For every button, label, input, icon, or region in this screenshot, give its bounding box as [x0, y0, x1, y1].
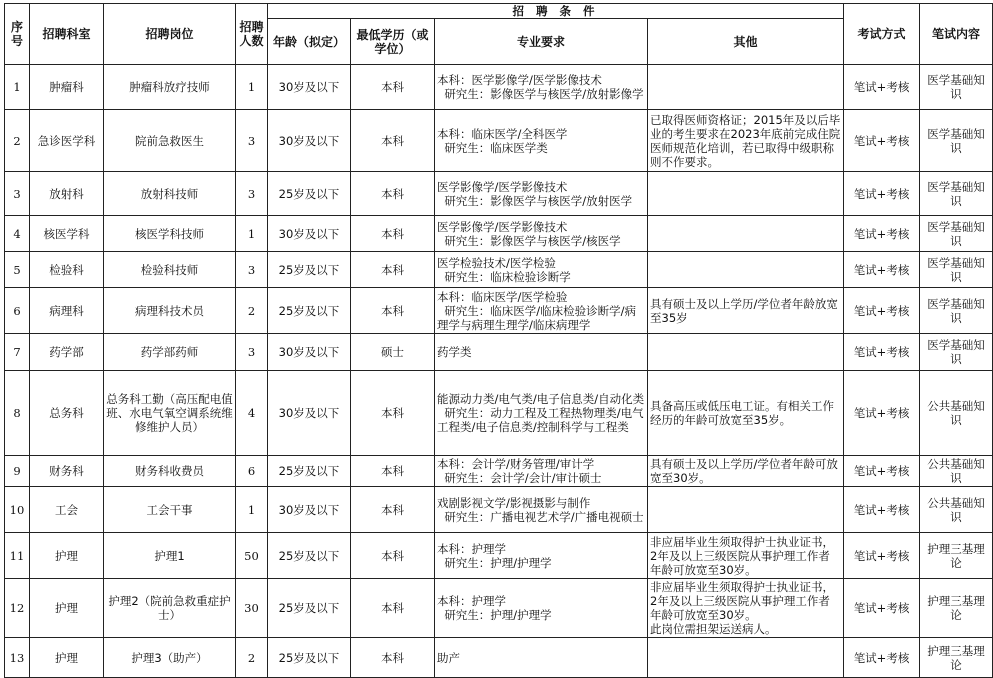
cell-edu: 本科 — [351, 638, 435, 678]
cell-exam: 笔试+考核 — [844, 172, 920, 216]
cell-other — [648, 334, 844, 371]
cell-seq: 1 — [5, 65, 30, 110]
cell-post: 核医学科技师 — [104, 216, 236, 252]
cell-edu: 本科 — [351, 172, 435, 216]
table-row — [5, 487, 993, 533]
header-count: 招聘人数 — [236, 4, 268, 65]
cell-major: 本科：医学影像学/医学影像技术 研究生：影像医学与核医学/放射影像学 — [435, 65, 648, 110]
cell-major: 本科：会计学/财务管理/审计学 研究生：会计学/会计/审计硕士 — [435, 456, 648, 487]
cell-dept: 财务科 — [30, 456, 104, 487]
cell-other: 已取得医师资格证；2015年及以后毕业的考生要求在2023年底前完成住院医师规范化培训，若已取得中级职称则不作要求。 — [648, 110, 844, 172]
table-row — [5, 334, 993, 371]
header-age: 年龄（拟定） — [268, 19, 351, 65]
cell-age: 25岁及以下 — [268, 638, 351, 678]
cell-seq: 8 — [5, 371, 30, 456]
cell-exam: 笔试+考核 — [844, 334, 920, 371]
cell-count: 30 — [236, 579, 268, 638]
cell-post: 肿瘤科放疗技师 — [104, 65, 236, 110]
table-row — [5, 456, 993, 487]
cell-post: 病理科技术员 — [104, 288, 236, 334]
cell-content: 医学基础知识 — [920, 172, 993, 216]
cell-count: 3 — [236, 334, 268, 371]
cell-post: 检验科技师 — [104, 252, 236, 288]
cell-dept: 放射科 — [30, 172, 104, 216]
header-post: 招聘岗位 — [104, 4, 236, 65]
cell-age: 30岁及以下 — [268, 110, 351, 172]
cell-count: 1 — [236, 487, 268, 533]
cell-age: 25岁及以下 — [268, 252, 351, 288]
cell-dept: 核医学科 — [30, 216, 104, 252]
cell-dept: 护理 — [30, 579, 104, 638]
cell-age: 30岁及以下 — [268, 65, 351, 110]
cell-exam: 笔试+考核 — [844, 65, 920, 110]
cell-exam: 笔试+考核 — [844, 371, 920, 456]
header-content: 笔试内容 — [920, 4, 993, 65]
cell-age: 30岁及以下 — [268, 371, 351, 456]
cell-other — [648, 172, 844, 216]
cell-edu: 本科 — [351, 579, 435, 638]
table-row — [5, 579, 993, 638]
cell-edu: 本科 — [351, 456, 435, 487]
cell-exam: 笔试+考核 — [844, 110, 920, 172]
cell-post: 总务科工勤（高压配电值班、水电气氧空调系统维修维护人员） — [104, 371, 236, 456]
cell-dept: 检验科 — [30, 252, 104, 288]
cell-post: 放射科技师 — [104, 172, 236, 216]
cell-edu: 本科 — [351, 65, 435, 110]
cell-content: 护理三基理论 — [920, 579, 993, 638]
cell-edu: 硕士 — [351, 334, 435, 371]
cell-count: 2 — [236, 638, 268, 678]
cell-content: 医学基础知识 — [920, 216, 993, 252]
cell-seq: 9 — [5, 456, 30, 487]
cell-dept: 急诊医学科 — [30, 110, 104, 172]
cell-count: 3 — [236, 110, 268, 172]
cell-age: 25岁及以下 — [268, 456, 351, 487]
cell-dept: 药学部 — [30, 334, 104, 371]
cell-edu: 本科 — [351, 371, 435, 456]
cell-seq: 4 — [5, 216, 30, 252]
table-row — [5, 252, 993, 288]
header-conditions-group: 招 聘 条 件 — [268, 4, 844, 19]
cell-other: 具备高压或低压电工证。有相关工作经历的年龄可放宽至35岁。 — [648, 371, 844, 456]
cell-seq: 5 — [5, 252, 30, 288]
cell-edu: 本科 — [351, 533, 435, 579]
cell-other — [648, 216, 844, 252]
cell-exam: 笔试+考核 — [844, 533, 920, 579]
cell-other: 具有硕士及以上学历/学位者年龄放宽至35岁 — [648, 288, 844, 334]
cell-exam: 笔试+考核 — [844, 579, 920, 638]
cell-seq: 7 — [5, 334, 30, 371]
cell-content: 公共基础知识 — [920, 456, 993, 487]
cell-major: 药学类 — [435, 334, 648, 371]
header-major: 专业要求 — [435, 19, 648, 65]
cell-exam: 笔试+考核 — [844, 456, 920, 487]
table-body — [5, 65, 993, 678]
cell-count: 3 — [236, 252, 268, 288]
cell-post: 工会干事 — [104, 487, 236, 533]
cell-post: 财务科收费员 — [104, 456, 236, 487]
cell-content: 公共基础知识 — [920, 371, 993, 456]
cell-edu: 本科 — [351, 487, 435, 533]
table-row — [5, 65, 993, 110]
recruitment-table — [4, 3, 993, 678]
cell-seq: 13 — [5, 638, 30, 678]
cell-post: 药学部药师 — [104, 334, 236, 371]
cell-content: 医学基础知识 — [920, 110, 993, 172]
table-row — [5, 110, 993, 172]
cell-edu: 本科 — [351, 110, 435, 172]
cell-other — [648, 638, 844, 678]
cell-content: 医学基础知识 — [920, 334, 993, 371]
cell-edu: 本科 — [351, 252, 435, 288]
header-other: 其他 — [648, 19, 844, 65]
cell-dept: 病理科 — [30, 288, 104, 334]
cell-dept: 工会 — [30, 487, 104, 533]
cell-other — [648, 65, 844, 110]
cell-count: 4 — [236, 371, 268, 456]
cell-major: 医学影像学/医学影像技术 研究生：影像医学与核医学/核医学 — [435, 216, 648, 252]
cell-seq: 2 — [5, 110, 30, 172]
table-row — [5, 638, 993, 678]
cell-major: 医学影像学/医学影像技术 研究生：影像医学与核医学/放射医学 — [435, 172, 648, 216]
header-seq: 序号 — [5, 4, 30, 65]
cell-exam: 笔试+考核 — [844, 216, 920, 252]
cell-count: 3 — [236, 172, 268, 216]
header-edu: 最低学历（或学位） — [351, 19, 435, 65]
cell-post: 护理1 — [104, 533, 236, 579]
cell-seq: 10 — [5, 487, 30, 533]
cell-age: 30岁及以下 — [268, 487, 351, 533]
cell-major: 本科：临床医学/医学检验 研究生：临床医学/临床检验诊断学/病理学与病理生理学/临床病理学 — [435, 288, 648, 334]
cell-seq: 11 — [5, 533, 30, 579]
cell-exam: 笔试+考核 — [844, 252, 920, 288]
header-dept: 招聘科室 — [30, 4, 104, 65]
cell-count: 1 — [236, 65, 268, 110]
cell-edu: 本科 — [351, 288, 435, 334]
cell-other — [648, 252, 844, 288]
cell-other: 非应届毕业生须取得护士执业证书，2年及以上三级医院从事护理工作者年龄可放宽至30岁。 此岗位需担架运送病人。 — [648, 579, 844, 638]
cell-age: 25岁及以下 — [268, 579, 351, 638]
cell-age: 25岁及以下 — [268, 533, 351, 579]
table-row — [5, 533, 993, 579]
cell-major: 本科：护理学 研究生：护理/护理学 — [435, 533, 648, 579]
cell-count: 2 — [236, 288, 268, 334]
cell-content: 医学基础知识 — [920, 252, 993, 288]
header-exam: 考试方式 — [844, 4, 920, 65]
cell-other: 具有硕士及以上学历/学位者年龄可放宽至30岁。 — [648, 456, 844, 487]
cell-age: 30岁及以下 — [268, 216, 351, 252]
cell-seq: 6 — [5, 288, 30, 334]
cell-content: 公共基础知识 — [920, 487, 993, 533]
cell-content: 护理三基理论 — [920, 638, 993, 678]
cell-seq: 12 — [5, 579, 30, 638]
cell-major: 本科：临床医学/全科医学 研究生：临床医学类 — [435, 110, 648, 172]
table-row — [5, 216, 993, 252]
cell-exam: 笔试+考核 — [844, 288, 920, 334]
cell-other — [648, 487, 844, 533]
table-row — [5, 288, 993, 334]
cell-content: 医学基础知识 — [920, 288, 993, 334]
cell-count: 6 — [236, 456, 268, 487]
cell-exam: 笔试+考核 — [844, 638, 920, 678]
cell-content: 医学基础知识 — [920, 65, 993, 110]
cell-dept: 护理 — [30, 638, 104, 678]
cell-dept: 总务科 — [30, 371, 104, 456]
cell-content: 护理三基理论 — [920, 533, 993, 579]
cell-seq: 3 — [5, 172, 30, 216]
cell-age: 30岁及以下 — [268, 334, 351, 371]
table-row — [5, 172, 993, 216]
table-row — [5, 371, 993, 456]
cell-post: 护理2（院前急救重症护士） — [104, 579, 236, 638]
cell-post: 院前急救医生 — [104, 110, 236, 172]
cell-major: 戏剧影视文学/影视摄影与制作 研究生：广播电视艺术学/广播电视硕士 — [435, 487, 648, 533]
cell-major: 医学检验技术/医学检验 研究生：临床检验诊断学 — [435, 252, 648, 288]
cell-age: 25岁及以下 — [268, 172, 351, 216]
cell-major: 本科：护理学 研究生：护理/护理学 — [435, 579, 648, 638]
cell-other: 非应届毕业生须取得护士执业证书，2年及以上三级医院从事护理工作者年龄可放宽至30岁。 — [648, 533, 844, 579]
cell-major: 助产 — [435, 638, 648, 678]
cell-exam: 笔试+考核 — [844, 487, 920, 533]
cell-dept: 肿瘤科 — [30, 65, 104, 110]
cell-post: 护理3（助产） — [104, 638, 236, 678]
cell-edu: 本科 — [351, 216, 435, 252]
cell-major: 能源动力类/电气类/电子信息类/自动化类 研究生：动力工程及工程热物理类/电气工程类/电子信息类/控制科学与工程类 — [435, 371, 648, 456]
cell-count: 1 — [236, 216, 268, 252]
cell-age: 25岁及以下 — [268, 288, 351, 334]
cell-count: 50 — [236, 533, 268, 579]
cell-dept: 护理 — [30, 533, 104, 579]
